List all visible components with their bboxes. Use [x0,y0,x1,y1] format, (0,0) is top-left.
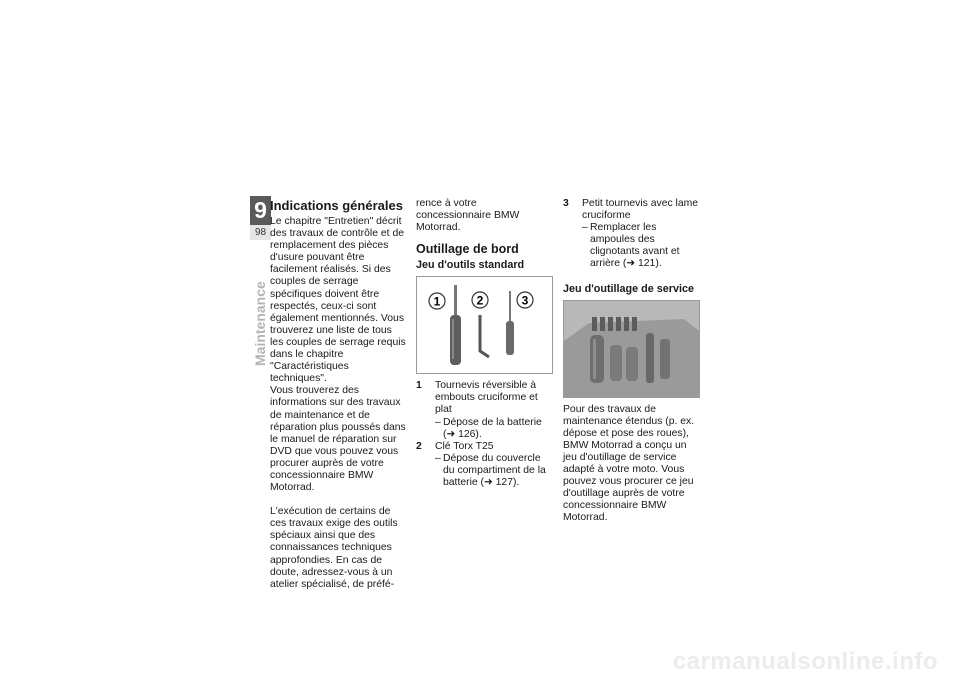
tool-item-text: Tournevis réversible à embouts cruciforme et plat [435,380,538,416]
tool-item-2-use: – Dépose du couvercle du compartiment de la batterie (➜ 127). [435,452,546,489]
tool-item-2-use-text: Dépose du couvercle du compartiment de la batterie [443,452,546,489]
page-ref-link[interactable]: 121 [638,258,656,270]
page-number: 98 [250,225,271,240]
tool-item-number: 3 [563,198,569,209]
tool-item-3-use: – Remplacer les ampoules des clignotants avant et arrière (➜ 121). [582,222,680,270]
tool-item-3 [563,198,700,222]
page-ref-arrow-icon: ➜ [446,428,456,440]
paragraph-repair-manual: Vous trouverez des informations sur des travaux de maintenance et de réparation plus poussés dans le manuel de réparation sur DVD que vous pouvez vous procurer auprès de votre concessionnaire BMW Motorrad. [270,385,406,494]
service-toolkit-illustration [564,301,699,397]
reversible-screwdriver-icon [450,285,461,365]
bullet-dash: – [435,452,441,464]
tool-item-text: Clé Torx T25 [435,440,494,452]
heading-general-info: Indications générales [270,198,403,213]
column-1 [270,198,407,591]
torx-key-icon [480,315,489,357]
watermark: carmanualsonline.info [672,648,938,675]
chapter-number-tab: 9 [250,196,271,225]
paragraph-intro: Le chapitre "Entretien" décrit des travaux de contrôle et de remplacement des pièces d'usure pouvant être facilement réalisés. Si des couples de serrage spécifiques doivent être respectés, ceux-ci sont également mentionnés. Vous trouverez une liste de tous les couples de serrage requis dans le chapitre "Caractéristiques techniques". [270,216,406,385]
toolkit-illustration [417,277,552,373]
chapter-title-vertical: Maintenance [252,281,268,366]
subheading-standard-toolkit: Jeu d'outils standard [416,259,525,272]
service-toolkit-photo [563,300,700,398]
tool-item-2 [416,441,553,453]
page-ref-link[interactable]: 127 [495,477,513,489]
paragraph-service-toolkit: Pour des travaux de maintenance étendus (p. ex. dépose et pose des roues), BMW Motorrad a conçu un jeu d'outillage de service adapté à votre moto. Vous pouvez vous procurer ce jeu d'outillage auprès de votre concessionnaire BMW Motorrad. [563,403,695,524]
wrench-handle-icon [590,335,604,383]
tool-item-3-use-text: Remplacer les ampoules des clignotants avant et arrière [590,222,680,270]
standard-toolkit-figure [416,276,553,374]
callout-label-2: 2 [476,293,484,308]
small-screwdriver-icon [506,291,514,355]
tool-item-number: 2 [416,440,422,452]
tool-item-1 [416,380,553,416]
paragraph-special-tools: L'exécution de certains de ces travaux exige des outils spéciaux ainsi que des connaissances techniques approfondies. En cas de doute, adressez-vous à un atelier spécialisé, de préfé- [270,506,398,590]
callout-label-3: 3 [521,293,529,308]
tool-item-1-use: – Dépose de la batterie (➜ 126). [435,416,542,440]
tool-item-text: Petit tournevis avec lame cruciforme [582,198,699,222]
paragraph-continued: rence à votre concessionnaire BMW Motorrad. [416,198,520,234]
tool-item-1-use-text: Dépose de la batterie [443,416,542,428]
heading-service-toolkit: Jeu d'outillage de service [563,282,694,295]
bullet-dash: – [582,222,588,234]
callout-label-1: 1 [433,294,441,309]
page-ref-link[interactable]: 126 [458,428,476,440]
page-ref-arrow-icon: ➜ [626,258,636,270]
page-ref-arrow-icon: ➜ [484,477,493,489]
bullet-dash: – [435,416,441,428]
column-2 [416,198,553,489]
heading-onboard-tools: Outillage de bord [416,242,519,257]
column-3 [563,198,700,525]
tool-item-number: 1 [416,380,422,392]
